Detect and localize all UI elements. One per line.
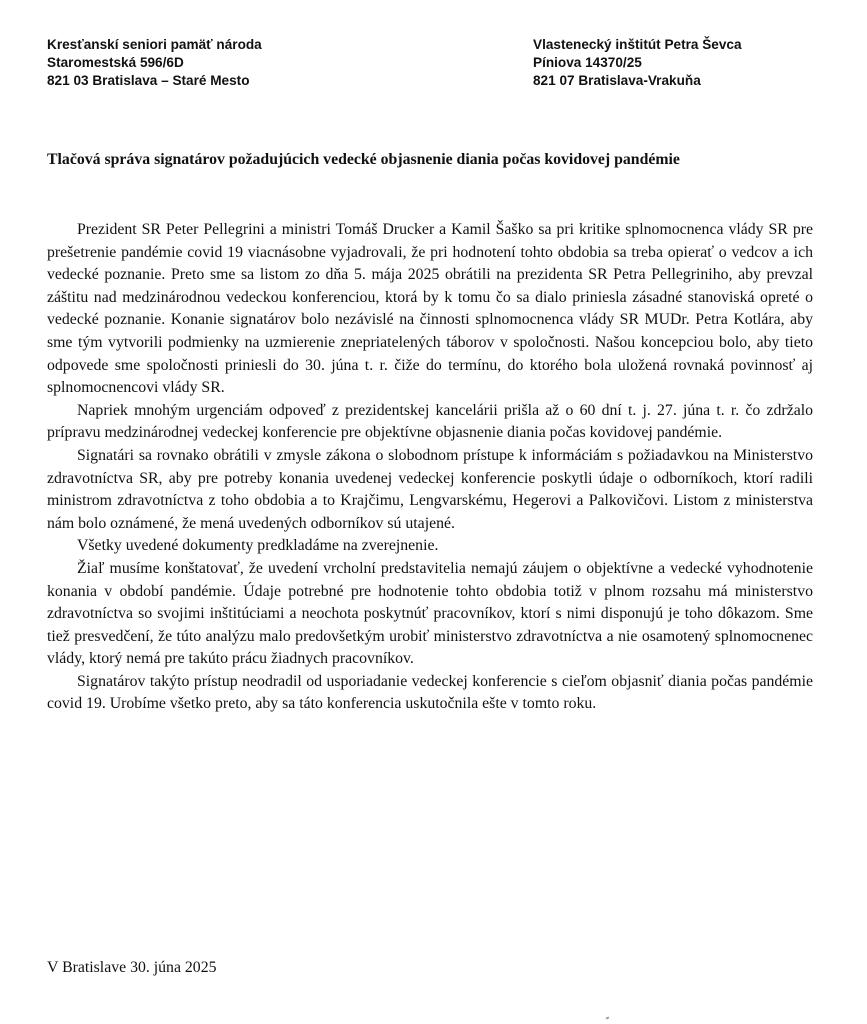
sender-left-name: Kresťanskí seniori pamäť národa [47, 37, 262, 52]
place-and-date: V Bratislave 30. júna 2025 [47, 959, 217, 976]
sender-left-city: 821 03 Bratislava – Staré Mesto [47, 73, 250, 88]
sender-right-name: Vlastenecký inštitút Petra Ševca [533, 37, 742, 52]
sender-right-street: Píniova 14370/25 [533, 55, 642, 70]
scan-speck [606, 1016, 610, 1019]
body-paragraph: Signatárov takýto prístup neodradil od usporiadanie vedeckej konferencie s cieľom objasniť diania počas pandémie covid 19. Urobíme všetko preto, aby sa táto konferencia uskutočnila ešte v tomto roku. [47, 672, 813, 713]
sender-address-left [47, 36, 262, 90]
body-paragraph: Žiaľ musíme konštatovať, že uvedení vrcholní predstavitelia nemajú záujem o objektívne a vedecké vyhodnotenie konania v období pandémie. Údaje potrebné pre hodnotenie tohto obdobia totiž v plnom rozsahu má ministerstvo zdravotníctva so svojimi inštitúciami a neochota poskytnúť pracovníkov, ktorí s nimi disponujú je toho dôkazom. Sme tiež presvedčení, že túto analýzu malo predovšetkým urobiť ministerstvo zdravotníctva a nie osamotený splnomocnenec vlády, ktorý nemá pre takúto prácu žiadnych pracovníkov. [47, 559, 813, 668]
sender-address-right [533, 36, 742, 90]
sender-left-street: Staromestská 596/6D [47, 55, 184, 70]
body-paragraph: Signatári sa rovnako obrátili v zmysle zákona o slobodnom prístupe k informáciám s požiadavkou na Ministerstvo zdravotníctva SR, aby pre potreby konania uvedenej vedeckej konferencie poskytli údaje o odborníkoch, ktorí radili ministrom zdravotníctva z toho obdobia a to Krajčimu, Lengvarskému, Hegerovi a Palkovičovi. Listom z ministerstva nám bolo oznámené, že mená uvedených odborníkov sú utajené. [47, 446, 813, 532]
body-paragraph: Všetky uvedené dokumenty predkladáme na zverejnenie. [77, 537, 439, 555]
document-body [47, 219, 813, 716]
sender-right-city: 821 07 Bratislava-Vrakuňa [533, 73, 701, 88]
body-paragraph: Prezident SR Peter Pellegrini a ministri Tomáš Drucker a Kamil Šaško sa pri kritike splnomocnenca vlády SR pre prešetrenie pandémie covid 19 viacnásobne vyjadrovali, že pri hodnotení tohto obdobia sa treba opierať o vedcov a ich vedecké poznanie. Preto sme sa listom zo dňa 5. mája 2025 obrátili na prezidenta SR Petra Pellegriniho, aby prevzal záštitu nad medzinárodnou vedeckou konferenciou, ktorá by k tomu čo sa dialo priniesla zásadné stanoviská opreté o vedecké poznanie. Konanie signatárov bolo nezávislé na činnosti splnomocnenca vlády SR MUDr. Petra Kotlára, aby sme tým vytvorili podmienky na uzmierenie znepriatelených táborov v spoločnosti. Našou koncepciou bolo, aby tieto odpovede sme spoločnosti priniesli do 30. júna t. r. čiže do termínu, do ktorého bola uložená rovnaká povinnosť aj splnomocnencovi vlády SR. [47, 221, 813, 397]
body-paragraph: Napriek mnohým urgenciám odpoveď z prezidentskej kancelárii prišla až o 60 dní t. j. 27. júna t. r. čo zdržalo prípravu medzinárodnej vedeckej konferencie pre objektívne objasnenie diania počas kovidovej pandémie. [47, 401, 813, 442]
document-title: Tlačová správa signatárov požadujúcich vedecké objasnenie diania počas kovidovej pandémie [47, 151, 680, 168]
